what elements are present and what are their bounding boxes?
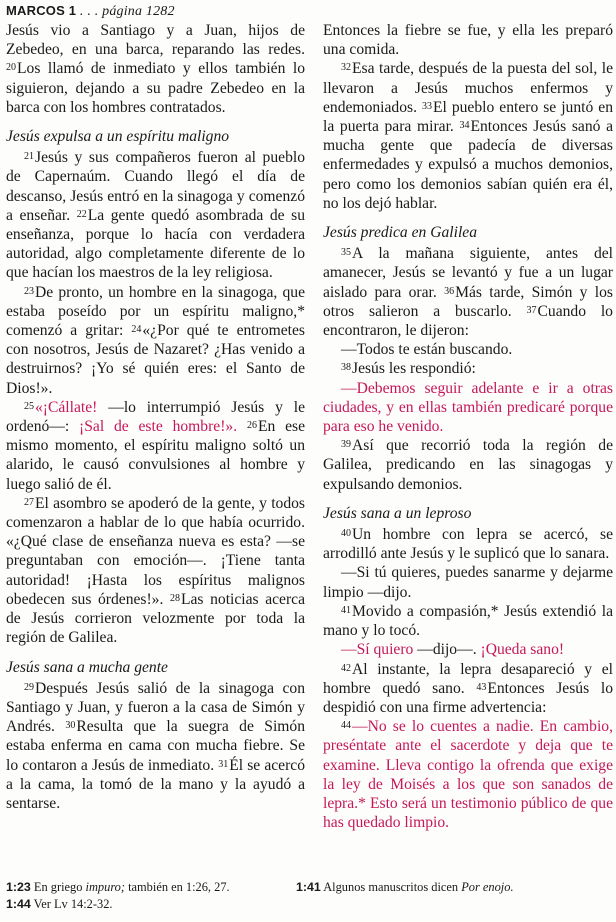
text: Después Jesús salió de la sinagoga con Santiago y Juan, y fueron a la casa de Simón y Andrés.: [6, 679, 305, 736]
words-of-jesus: «¡Cállate!: [35, 398, 98, 416]
text: Entonces Jesús sanó a mucha gente que padecía de diversas enfermedades y expulsó a muchos demonios, pero como los demonios sabían quién era él, no los dejó hablar.: [323, 118, 613, 212]
book-chapter: MARCOS 1: [6, 3, 77, 18]
text: —lo interrumpió Jesús y le ordenó—:: [6, 398, 305, 436]
text: A la mañana siguiente, antes del amanecer, Jesús se levantó y fue a un lugar aislado para orar.: [323, 245, 613, 301]
words-of-jesus: —Sí quiero: [341, 641, 414, 659]
text: Cuando lo encontraron, le dijeron:: [323, 302, 613, 340]
text: En ese mismo momento, el espíritu maligno soltó un alarido, le causó convulsiones al hombre y luego salió de él.: [6, 418, 305, 493]
verse-number: 25: [24, 400, 34, 412]
text: Más tarde, Simón y los otros salieron a buscarlo.: [323, 283, 613, 320]
paragraph: [323, 525, 613, 563]
verse-number: 44: [341, 720, 351, 732]
verse-number: 39: [341, 439, 351, 451]
text: Él se acercó a la cama, la tomó de la mano y la ayudó a sentarse.: [6, 756, 305, 812]
paragraph: [323, 59, 613, 213]
verse-number: 30: [65, 720, 76, 732]
words-of-jesus: —No se lo cuentes a nadie. En cambio, preséntate ante el sacerdote y deja que te examine. Lleva contigo la ofrenda que exige la ley de Moisés a los que son sanados de lepra.* Esto será un testimonio público de que has quedado limpio.: [323, 718, 613, 832]
paragraph: [6, 494, 305, 648]
words-of-jesus: ¡Queda sano!: [480, 641, 565, 659]
text: Movido a compasión,* Jesús extendió la mano y lo tocó.: [323, 602, 613, 640]
footnote: [6, 896, 113, 912]
text: Ver Lv 14:2-32.: [30, 897, 113, 911]
verse-number: 23: [24, 285, 34, 297]
verse-number: 33: [421, 100, 432, 112]
text: Un hombre con lepra se acercó, se arrodilló ante Jesús y le suplicó que lo sanara.: [323, 526, 613, 563]
text: Resulta que la suegra de Simón estaba enferma en cama con mucha fiebre. Se lo contaron a Jesús de inmediato.: [6, 718, 305, 774]
verse-number: 41: [341, 604, 351, 616]
section-heading: Jesús expulsa a un espíritu maligno: [6, 128, 230, 146]
verse-number: 27: [24, 496, 34, 508]
verse-number: 24: [131, 324, 142, 336]
paragraph: [323, 359, 613, 378]
dialogue-line: —Todos te están buscando.: [341, 341, 513, 359]
text: Jesús y sus compañeros fueron al pueblo de Capernaúm. Cuando llegó el día de descanso, Jesús entró en la sinagoga y comenzó a enseñar.: [6, 149, 305, 224]
verse-number: 20: [6, 62, 16, 74]
verse-number: 34: [459, 120, 470, 132]
verse-number: 40: [341, 528, 351, 540]
paragraph: Entonces la fiebre se fue, y ella les preparó una comida.: [323, 22, 613, 59]
text: también en 1:26, 27.: [125, 880, 230, 894]
page-header: [6, 3, 175, 20]
paragraph: [6, 21, 305, 117]
text: Los llamó de inmediato y ellos también lo siguieron, dejando a su padre Zebedeo en la barca con los hombres contratados.: [6, 60, 305, 116]
text: Jesús vio a Santiago y a Juan, hijos de Zebedeo, en una barca, reparando las redes.: [6, 22, 305, 59]
footnote-ref: 1:23: [6, 880, 31, 894]
text: Jesús les respondió:: [352, 360, 476, 378]
paragraph: [323, 717, 613, 832]
text: Algunos manuscritos dicen: [320, 880, 462, 894]
footnote: [296, 879, 514, 895]
section-heading: Jesús sana a un leproso: [323, 504, 472, 522]
right-column: [323, 21, 613, 832]
paragraph: [6, 398, 305, 494]
words-of-jesus: —Debemos seguir adelante e ir a otras ciudades, y en ellas también predicaré porque para eso he venido.: [323, 379, 613, 436]
verse-number: 32: [341, 62, 351, 74]
paragraph: [6, 148, 305, 282]
left-column: [6, 21, 305, 813]
paragraph: [6, 679, 305, 813]
text: Esa tarde, después de la puesta del sol, le llevaron a Jesús muchos enfermos y endemoniados.: [323, 60, 613, 116]
verse-number: 43: [476, 681, 487, 693]
text: Por enojo.: [461, 880, 514, 894]
text: La gente quedó asombrada de su enseñanza, porque lo hacía con verdadera autoridad, algo completamente diferente de lo que hacían los maestros de la ley religiosa.: [6, 206, 306, 282]
text: «¿Por qué te entrometes con nosotros, Jesús de Nazaret? ¿Has venido a destruirnos? ¡Yo sé quién eres: el Santo de Dios!».: [6, 322, 305, 397]
dialogue-line: —Si tú quieres, puedes sanarme y dejarme limpio —dijo.: [323, 564, 613, 601]
paragraph: [323, 660, 613, 718]
text: En griego: [30, 880, 86, 894]
verse-number: 26: [246, 420, 257, 432]
verse-number: 28: [169, 592, 180, 604]
section-heading: Jesús sana a mucha gente: [6, 658, 168, 676]
text: Las noticias acerca de Jesús corrieron velozmente por toda la región de Galilea.: [6, 590, 305, 647]
text: Así que recorrió toda la región de Galilea, predicando en las sinagogas y expulsando demonios.: [323, 437, 613, 493]
paragraph: [323, 436, 613, 494]
footnote-ref: 1:41: [296, 880, 321, 894]
verse-number: 35: [341, 247, 351, 259]
verse-number: 31: [218, 758, 229, 770]
text: Entonces Jesús lo despidió con una firme advertencia:: [323, 679, 613, 716]
verse-number: 36: [444, 285, 455, 297]
verse-number: 22: [76, 208, 87, 220]
verse-number: 42: [341, 662, 351, 674]
paragraph: [6, 283, 305, 398]
verse-number: 37: [526, 304, 537, 316]
verse-number: 21: [24, 151, 34, 163]
footnotes: [6, 879, 606, 911]
text: impuro;: [85, 880, 125, 894]
text: De pronto, un hombre en la sinagoga, que estaba poseído por un espíritu maligno,* comenzó a gritar:: [6, 283, 305, 340]
text: El asombro se apoderó de la gente, y todos comenzaron a hablar de lo que había ocurrido. «¿Qué clase de enseñanza nueva es esta? —se preguntaban con emoción—. ¡Tiene tanta autoridad! ¡Hasta los espíritus malignos obedecen sus órdenes!».: [6, 494, 305, 608]
verse-number: 38: [341, 362, 351, 374]
page-reference: . . . página 1282: [79, 4, 175, 19]
verse-number: 29: [24, 681, 34, 693]
words-of-jesus: ¡Sal de este hombre!».: [79, 418, 238, 436]
dialogue-line: [323, 640, 613, 659]
text: Al instante, la lepra desapareció y el hombre quedó sano.: [323, 660, 613, 697]
text: El pueblo entero se juntó en la puerta para mirar.: [323, 98, 613, 136]
section-heading: Jesús predica en Galilea: [323, 224, 478, 242]
paragraph: [323, 244, 613, 340]
footnote-ref: 1:44: [6, 897, 31, 911]
paragraph: [323, 602, 613, 640]
text: —dijo—.: [413, 641, 481, 659]
